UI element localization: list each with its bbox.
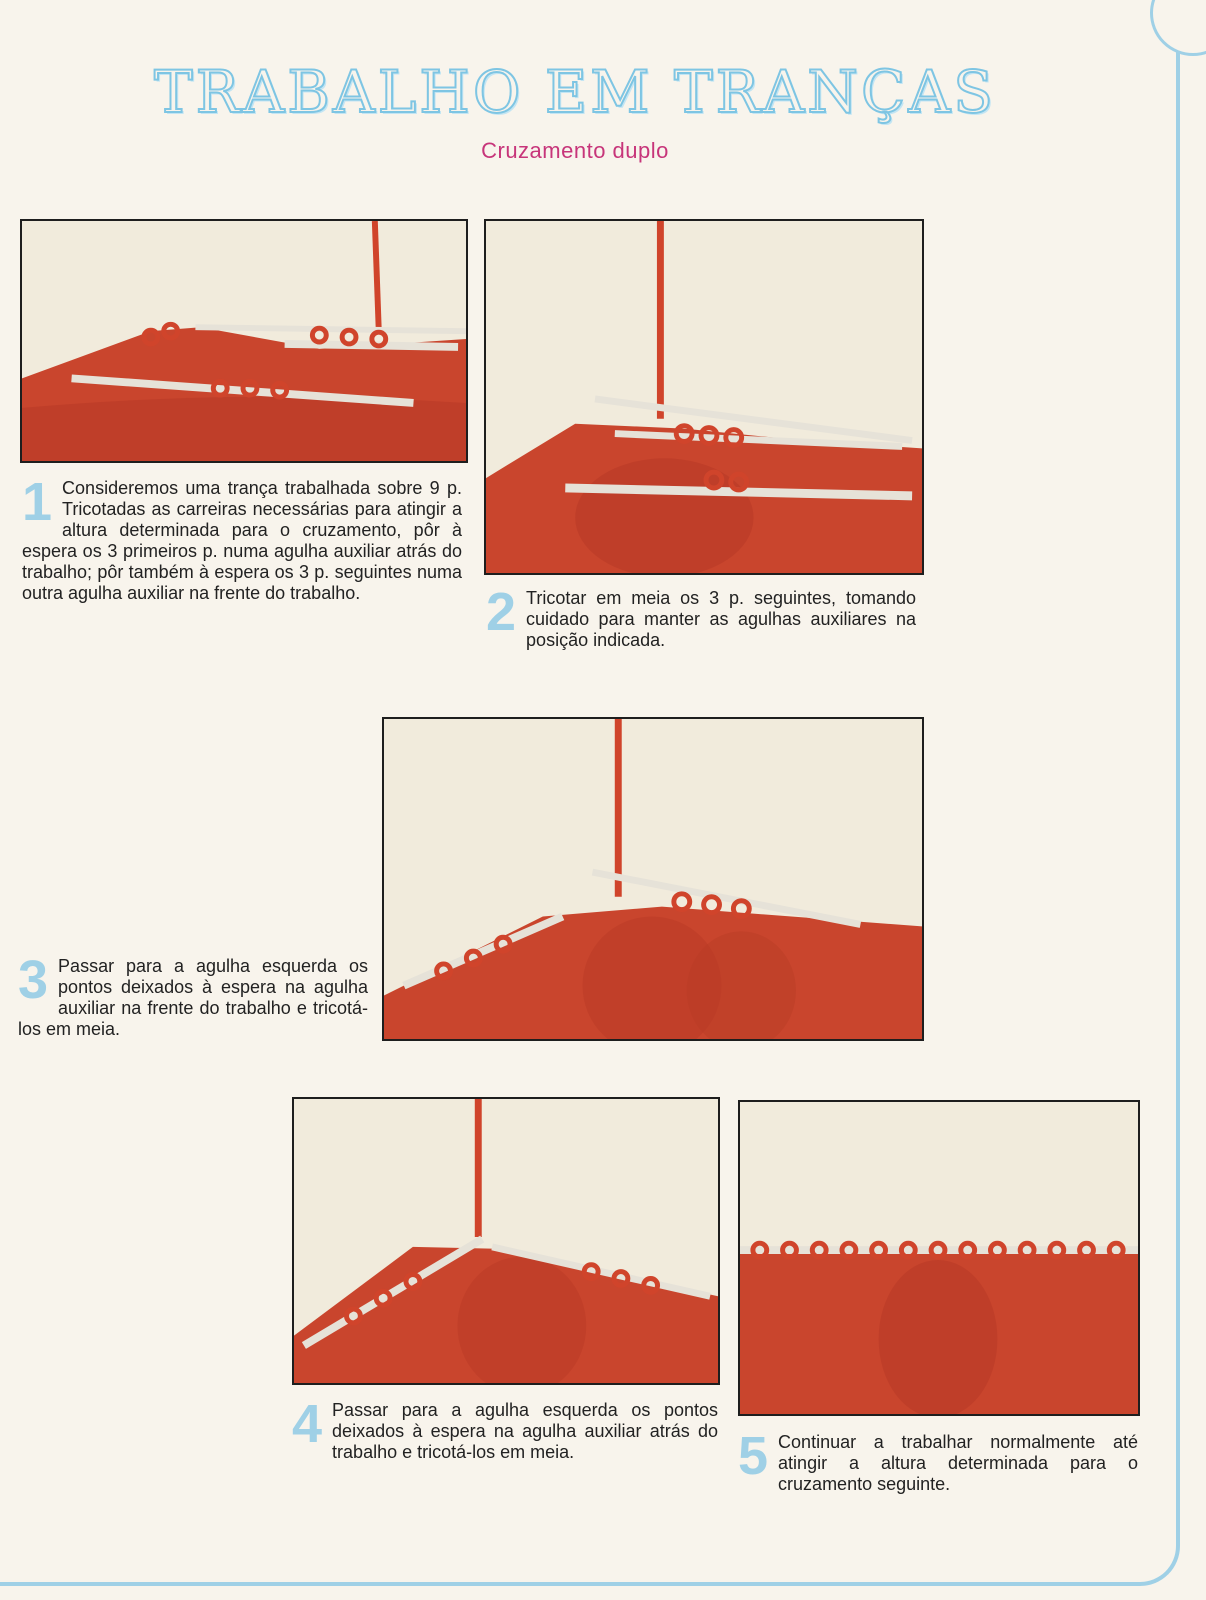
step-text: Continuar a trabalhar normalmente até atingir a altura determinada para o cruzamento seguinte. <box>778 1432 1138 1494</box>
step-number: 3 <box>18 950 49 1010</box>
step-number: 2 <box>486 582 517 642</box>
step-3 <box>18 950 368 1040</box>
step-2 <box>486 582 916 651</box>
step-number: 5 <box>738 1426 769 1486</box>
photo-step-4 <box>292 1097 720 1385</box>
step-number: 4 <box>292 1394 323 1454</box>
step-5 <box>738 1426 1138 1495</box>
step-number: 1 <box>22 472 53 532</box>
step-text: Passar para a agulha esquerda os pontos deixados à espera na agulha auxiliar atrás do trabalho e tricotá-los em meia. <box>332 1400 718 1462</box>
page-subtitle: Cruzamento duplo <box>481 138 669 163</box>
page-title: TRABALHO EM TRANÇAS <box>154 58 996 126</box>
photo-step-1 <box>20 219 468 463</box>
photo-step-2 <box>484 219 924 575</box>
step-text: Tricotar em meia os 3 p. seguintes, tomando cuidado para manter as agulhas auxiliares na posição indicada. <box>526 588 916 650</box>
step-1 <box>22 472 462 604</box>
photo-step-3 <box>382 717 924 1041</box>
step-text: Consideremos uma trança trabalhada sobre 9 p. Tricotadas as carreiras necessárias para atingir a altura determinada para o cruzamento, pôr à espera os 3 primeiros p. numa agulha auxiliar atrás do trabalho; pôr também à espera os 3 p. seguintes numa outra agulha auxiliar na frente do trabalho. <box>22 478 462 603</box>
step-text: Passar para a agulha esquerda os pontos deixados à espera na agulha auxiliar na frente do trabalho e tricotá-los em meia. <box>18 956 368 1039</box>
step-4 <box>292 1394 718 1463</box>
photo-step-5 <box>738 1100 1140 1416</box>
